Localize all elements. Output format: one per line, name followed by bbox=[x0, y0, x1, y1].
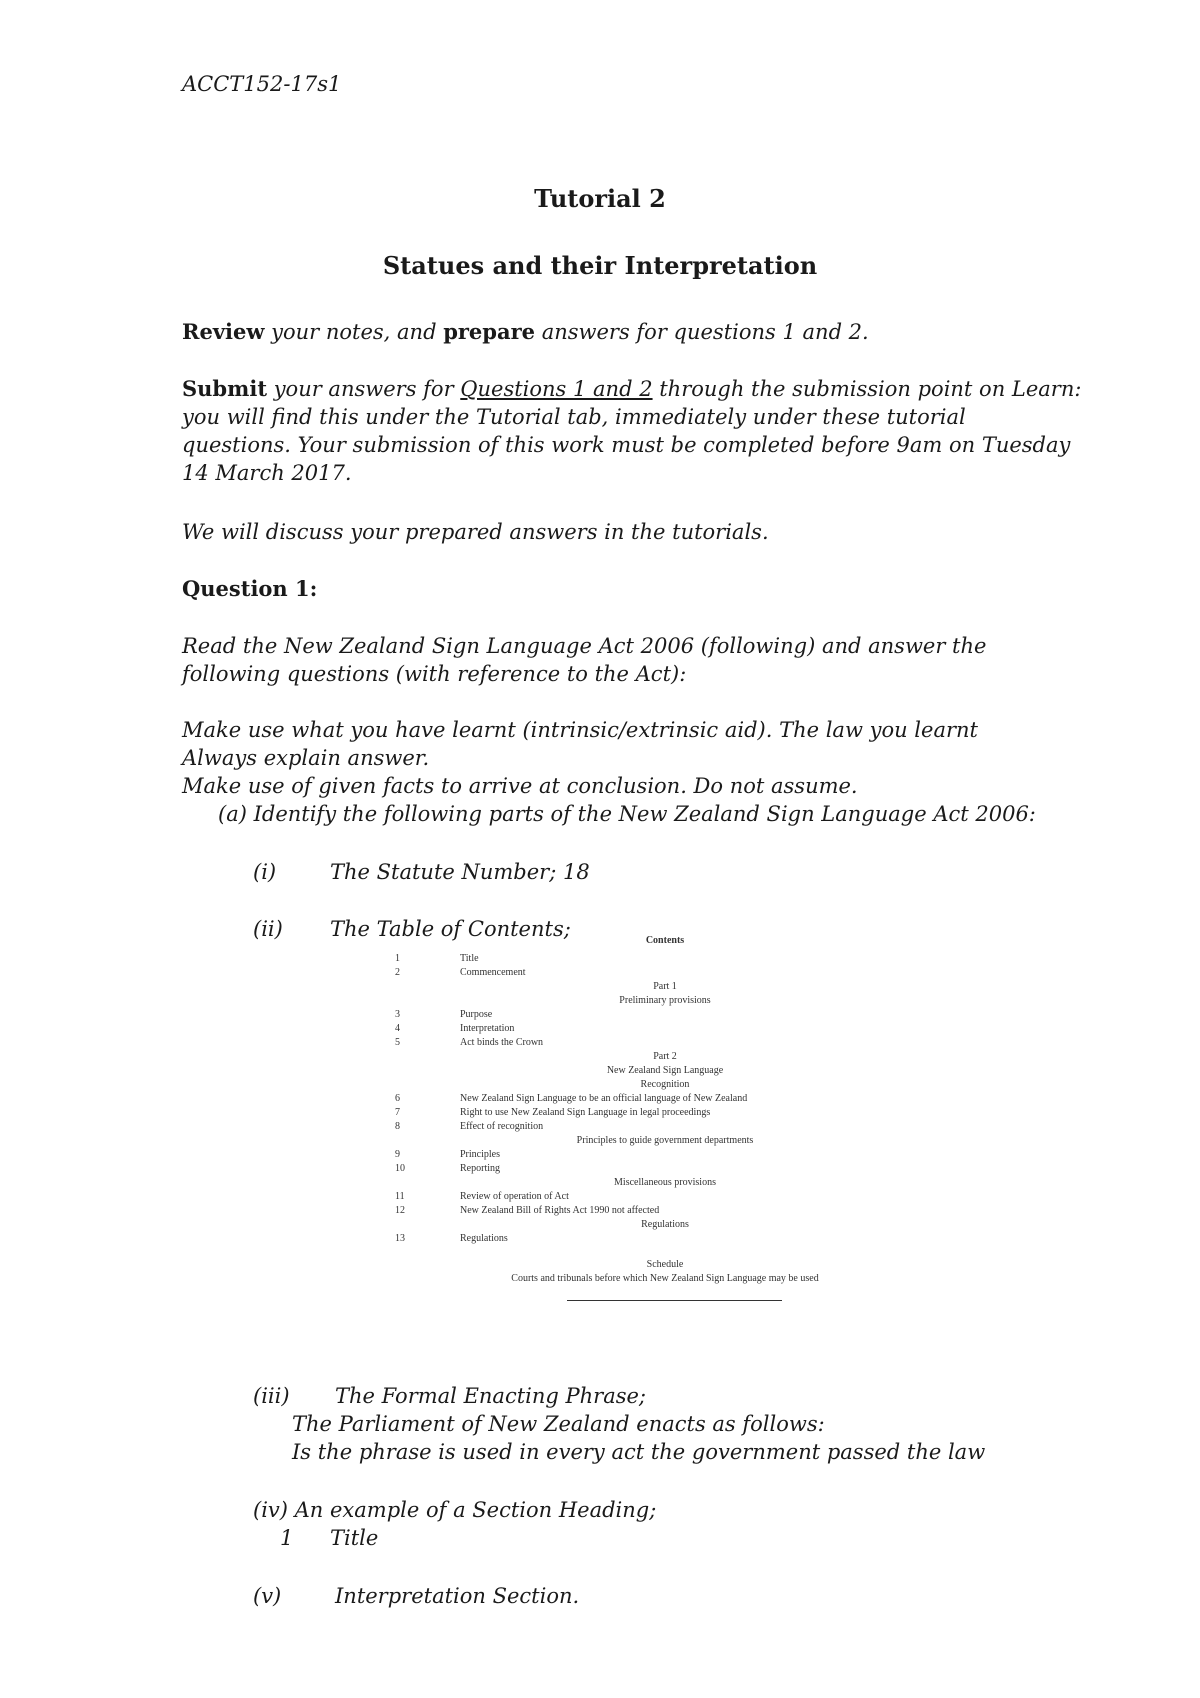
toc-heading: Contents bbox=[645, 935, 685, 946]
toc-entry-label: Principles bbox=[460, 1149, 500, 1160]
item-v-number: (v) bbox=[253, 1584, 282, 1608]
note-line-1: Make use what you have learnt (intrinsic/extrinsic aid). The law you learnt bbox=[182, 718, 978, 742]
toc-part-heading: Regulations bbox=[641, 1219, 689, 1230]
toc-entry-number: 8 bbox=[395, 1121, 400, 1132]
question-1-heading: Question 1: bbox=[182, 576, 318, 601]
toc-part-heading: Part 2 bbox=[653, 1051, 677, 1062]
toc-entry-label: Reporting bbox=[460, 1163, 500, 1174]
item-i-text: The Statute Number; 18 bbox=[330, 860, 590, 884]
toc-entry-number: 5 bbox=[395, 1037, 400, 1048]
toc-part-heading: Principles to guide government departments bbox=[576, 1135, 754, 1146]
toc-entry-number: 11 bbox=[395, 1191, 405, 1202]
submit-questions-underlined: Questions 1 and 2 bbox=[460, 377, 653, 401]
submit-bold: Submit bbox=[182, 376, 268, 401]
toc-entry-label: New Zealand Sign Language to be an official language of New Zealand bbox=[460, 1093, 748, 1104]
submit-line-3: questions. Your submission of this work must be completed before 9am on Tuesday bbox=[182, 433, 1071, 457]
review-bold: Review bbox=[182, 319, 265, 344]
part-a-instruction: (a) Identify the following parts of the New Zealand Sign Language Act 2006: bbox=[218, 802, 1036, 826]
toc-entry-number: 6 bbox=[395, 1093, 400, 1104]
toc-entry-label: New Zealand Bill of Rights Act 1990 not affected bbox=[460, 1205, 660, 1216]
item-i-number: (i) bbox=[253, 860, 277, 884]
item-ii-text: The Table of Contents; bbox=[330, 917, 571, 941]
submit-post: through the submission point on Learn: bbox=[652, 377, 1082, 401]
toc-part-heading: Schedule bbox=[646, 1259, 684, 1270]
toc-entry-number: 9 bbox=[395, 1149, 400, 1160]
question-1-intro bbox=[182, 632, 986, 688]
table-of-contents-image bbox=[395, 935, 935, 1305]
toc-entry-number: 2 bbox=[395, 967, 400, 978]
toc-entry-label: Effect of recognition bbox=[460, 1121, 544, 1132]
item-iv-answer-number: 1 bbox=[280, 1526, 294, 1550]
question-1-notes bbox=[182, 716, 978, 800]
submit-instruction bbox=[182, 375, 1081, 487]
toc-part-heading: Preliminary provisions bbox=[619, 995, 711, 1006]
toc-entry-number: 3 bbox=[395, 1009, 400, 1020]
intro-line-1: Read the New Zealand Sign Language Act 2006 (following) and answer the bbox=[182, 634, 987, 658]
toc-part-heading: Part 1 bbox=[653, 981, 677, 992]
toc-part-heading: Courts and tribunals before which New Zealand Sign Language may be used bbox=[511, 1273, 819, 1284]
toc-entry-number: 4 bbox=[395, 1023, 400, 1034]
toc-end-rule bbox=[567, 1300, 782, 1301]
toc-entry-label: Interpretation bbox=[460, 1023, 515, 1034]
toc-entry-label: Right to use New Zealand Sign Language in legal proceedings bbox=[460, 1107, 711, 1118]
item-ii-number: (ii) bbox=[253, 917, 283, 941]
item-v-text: Interpretation Section. bbox=[335, 1584, 580, 1608]
tutorial-title: Tutorial 2 bbox=[534, 184, 666, 213]
review-rest: your notes, and bbox=[264, 320, 444, 344]
note-line-3: Make use of given facts to arrive at conclusion. Do not assume. bbox=[182, 774, 858, 798]
item-iv-answer-text: Title bbox=[330, 1526, 379, 1550]
item-iv-text: (iv) An example of a Section Heading; bbox=[253, 1498, 657, 1522]
discuss-note: We will discuss your prepared answers in the tutorials. bbox=[182, 520, 769, 544]
note-line-2: Always explain answer. bbox=[182, 746, 430, 770]
item-iii-answer-1: The Parliament of New Zealand enacts as follows: bbox=[292, 1412, 825, 1436]
toc-part-heading: Miscellaneous provisions bbox=[614, 1177, 716, 1188]
intro-line-2: following questions (with reference to the Act): bbox=[182, 662, 687, 686]
toc-part-heading: Recognition bbox=[640, 1079, 690, 1090]
toc-entry-label: Review of operation of Act bbox=[460, 1191, 569, 1202]
item-iii-number: (iii) bbox=[253, 1384, 290, 1408]
toc-entry-label: Title bbox=[460, 953, 479, 964]
toc-entry-number: 1 bbox=[395, 953, 400, 964]
toc-part-heading: New Zealand Sign Language bbox=[606, 1065, 724, 1076]
toc-entry-label: Commencement bbox=[460, 967, 526, 978]
toc-entry-label: Purpose bbox=[460, 1009, 493, 1020]
document-header-code: ACCT152-17s1 bbox=[182, 72, 342, 96]
prepare-rest: answers for questions 1 and 2. bbox=[535, 320, 869, 344]
item-iii-text: The Formal Enacting Phrase; bbox=[335, 1384, 646, 1408]
review-instruction bbox=[182, 318, 869, 346]
submit-line-2: you will find this under the Tutorial tab, immediately under these tutorial bbox=[182, 405, 966, 429]
toc-entry-number: 10 bbox=[395, 1163, 405, 1174]
item-iii-answer-2: Is the phrase is used in every act the government passed the law bbox=[292, 1440, 986, 1464]
prepare-bold: prepare bbox=[443, 319, 536, 344]
submit-pre: your answers for bbox=[267, 377, 461, 401]
tutorial-subtitle: Statues and their Interpretation bbox=[382, 251, 818, 280]
toc-entry-number: 12 bbox=[395, 1205, 405, 1216]
toc-entry-label: Regulations bbox=[460, 1233, 508, 1244]
toc-entry-number: 7 bbox=[395, 1107, 400, 1118]
toc-entry-number: 13 bbox=[395, 1233, 405, 1244]
toc-entry-label: Act binds the Crown bbox=[460, 1037, 544, 1048]
submit-line-4: 14 March 2017. bbox=[182, 461, 352, 485]
